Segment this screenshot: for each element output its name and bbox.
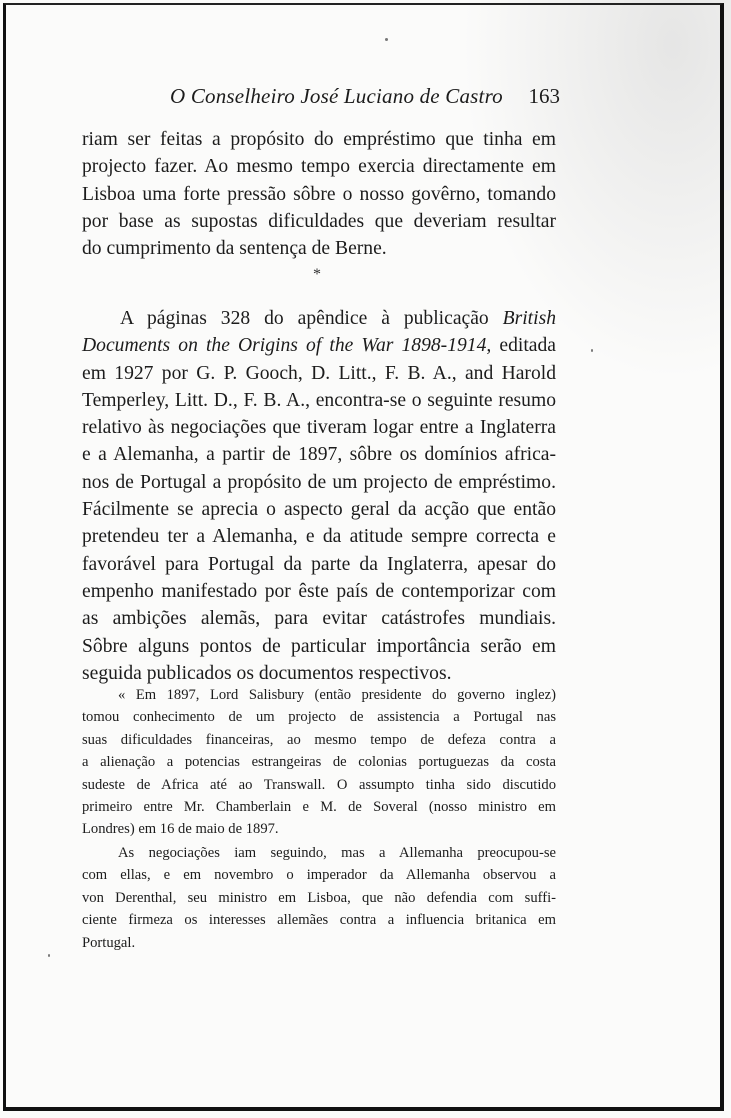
text-line: favorável para Portugal da parte da Inglaterra, apesar do	[82, 553, 556, 575]
text-line: von Derenthal, seu ministro em Lisboa, que não defendia com suffi-	[82, 889, 556, 906]
text-line: sudeste de Africa até ao Transwall. O assumpto tinha sido discutido	[82, 776, 556, 793]
quoted-summary-paragraph-1	[82, 684, 556, 841]
paragraph-2	[82, 305, 556, 687]
text-line: por base as supostas dificuldades que deveriam resultar	[82, 210, 556, 232]
text-line	[82, 305, 556, 332]
text-fragment: A páginas 328 do apêndice à publicação	[120, 308, 503, 329]
scan-speck	[591, 349, 593, 352]
scan-speck	[385, 38, 388, 41]
text-line: do cumprimento da sentença de Berne.	[82, 238, 387, 260]
text-line: a alienação a potencias estrangeiras de colonias portuguezas da costa	[82, 754, 556, 771]
text-line: Londres) em 16 de maio de 1897.	[82, 821, 279, 838]
text-line: relativo às negociações que tiveram logar entre a Inglaterra	[82, 417, 556, 439]
text-line: tomou conhecimento de um projecto de assistencia a Portugal nas	[82, 709, 556, 726]
section-separator-asterisk: *	[313, 266, 321, 283]
page-number: 163	[528, 84, 560, 108]
text-line: Fácilmente se aprecia o aspecto geral da acção que então	[82, 499, 556, 521]
text-line: com ellas, e em novembro o imperador da Allemanha observou a	[82, 867, 556, 884]
text-line: nos de Portugal a propósito de um projecto de empréstimo.	[82, 471, 556, 493]
text-line: empenho manifestado por êste país de contemporizar com	[82, 580, 556, 602]
text-line: Sôbre alguns pontos de particular importância serão em	[82, 635, 556, 657]
text-line: « Em 1897, Lord Salisbury (então presidente do governo inglez)	[118, 687, 556, 703]
text-line: projecto fazer. Ao mesmo tempo exercia directamente em	[82, 156, 556, 178]
text-line	[82, 332, 556, 359]
text-fragment: editada	[491, 335, 556, 357]
book-title-italic: British	[502, 308, 556, 329]
text-line: e a Alemanha, a partir de 1897, sôbre os domínios africa-	[82, 444, 556, 466]
text-line: suas dificuldades financeiras, ao mesmo tempo de defeza contra a	[82, 731, 556, 748]
text-line: primeiro entre Mr. Chamberlain e M. de Soveral (nosso ministro em	[82, 798, 556, 815]
quoted-summary-paragraph-2	[82, 842, 556, 954]
scan-speck	[48, 954, 50, 957]
text-line: As negociações iam seguindo, mas a Allemanha preocupou-se	[118, 845, 556, 861]
book-title-italic: Documents on the Origins of the War 1898-1914,	[82, 335, 492, 357]
running-header	[82, 84, 560, 112]
text-line: pretendeu ter a Alemanha, e da atitude sempre correcta e	[82, 526, 556, 548]
text-line: em 1927 por G. P. Gooch, D. Litt., F. B. A., and Harold	[82, 362, 556, 384]
text-line: riam ser feitas a propósito do empréstimo que tinha em	[82, 129, 556, 150]
text-line: seguida publicados os documentos respectivos.	[82, 662, 452, 684]
text-line: Lisboa uma forte pressão sôbre o nosso govêrno, tomando	[82, 183, 556, 205]
text-line: ciente firmeza os interesses allemães contra a influencia britanica em	[82, 912, 556, 929]
running-title: O Conselheiro José Luciano de Castro	[170, 84, 503, 108]
text-line: as ambições alemãs, para evitar catástrofes mundiais.	[82, 608, 556, 630]
text-line: Portugal.	[82, 934, 136, 951]
text-line: Temperley, Litt. D., F. B. A., encontra-se o seguinte resumo	[82, 389, 556, 411]
paragraph-1	[82, 126, 556, 262]
